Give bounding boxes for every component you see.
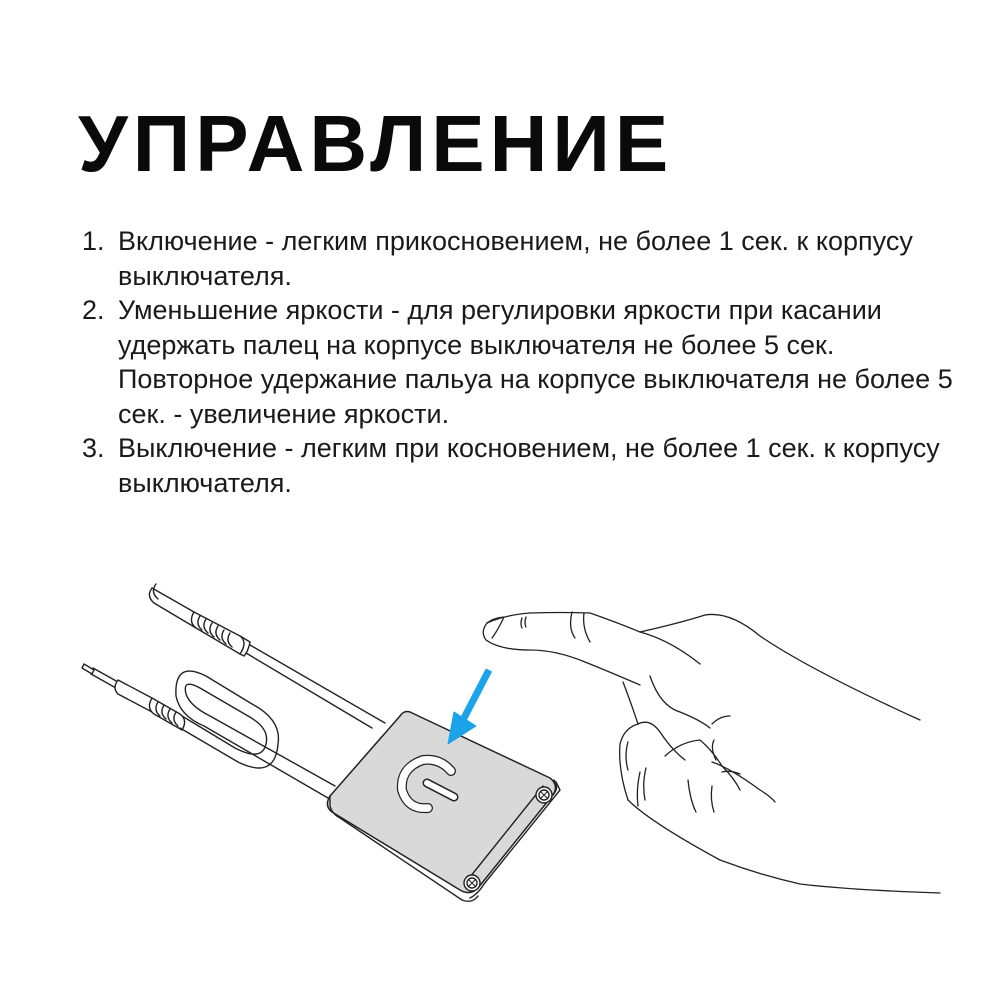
touch-dimmer-device — [327, 712, 560, 902]
instruction-number: 1. — [82, 226, 105, 256]
hand-icon — [483, 612, 940, 893]
instruction-text: Включение - легким прикосновением, не более 1 сек. к корпусу выключателя. — [118, 226, 913, 291]
instruction-item — [82, 224, 962, 293]
instruction-number: 3. — [82, 433, 105, 463]
instruction-text: Уменьшение яркости - для регулировки яркости при касании удержать палец на корпусе выключателя не более 5 сек. Повторное удержание пальуа на корпусе выключателя не более 5 сек. - увеличение яркости. — [118, 295, 953, 429]
instruction-item — [82, 431, 962, 500]
arrow-down-left-icon — [448, 670, 489, 744]
page-title: УПРАВЛЕНИЕ — [78, 99, 674, 188]
female-jack-cable — [149, 584, 385, 728]
instructions-list — [82, 224, 962, 500]
instruction-text: Выключение - легким при косновением, не более 1 сек. к корпусу выключателя. — [118, 433, 940, 498]
instruction-item — [82, 293, 962, 431]
switch-illustration — [0, 540, 1000, 960]
instruction-number: 2. — [82, 295, 105, 325]
